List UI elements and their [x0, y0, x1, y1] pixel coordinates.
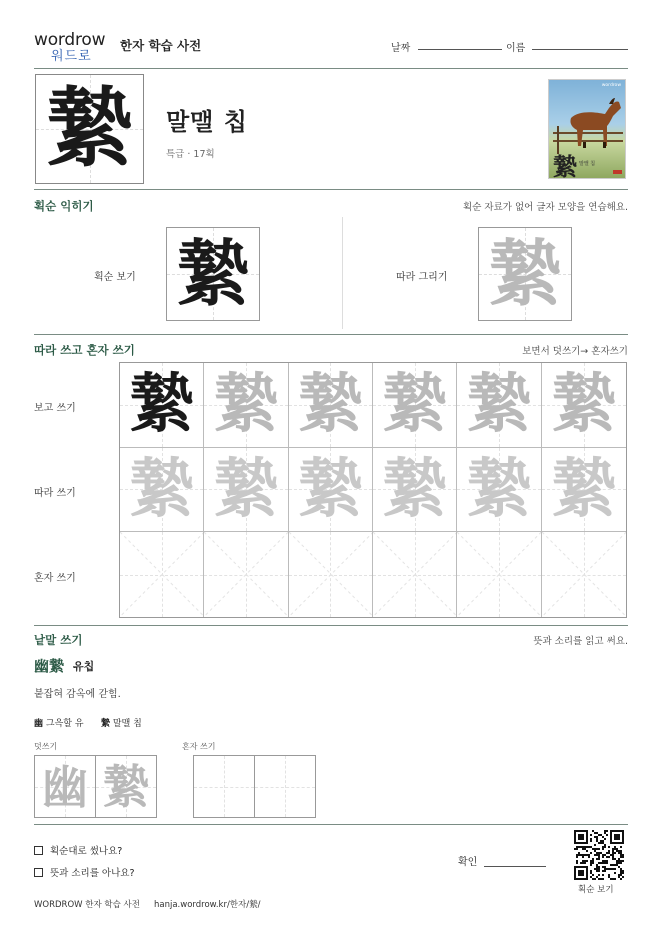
practice-cell-trace[interactable]: [542, 448, 626, 533]
practice-section-title: 따라 쓰고 혼자 쓰기: [34, 343, 135, 357]
logo-top-text: wordrow: [34, 30, 106, 50]
word-trace-char-2: 縶: [103, 760, 149, 814]
word-part-2: [101, 716, 142, 729]
main-character-box: [35, 74, 144, 184]
practice-character: 縶: [551, 367, 616, 442]
stroke-view-label: 획순 보기: [94, 272, 136, 283]
word-part-1: [34, 716, 84, 729]
practice-section-note: 보면서 덧쓰기→ 혼자쓰기: [522, 346, 628, 357]
practice-cell-free[interactable]: [120, 532, 204, 617]
practice-character: 縶: [382, 367, 447, 442]
practice-character: 縶: [551, 451, 616, 527]
word-meaning: 붙잡혀 감옥에 갇힘.: [34, 689, 121, 700]
word-part-2-gloss: 말맬 칩: [112, 719, 142, 729]
checkbox-meaning-sound[interactable]: [34, 868, 43, 877]
practice-cell-trace[interactable]: [457, 448, 541, 533]
practice-section-divider: [34, 625, 628, 626]
practice-cell-trace[interactable]: [373, 448, 457, 533]
stroke-trace-box[interactable]: [478, 227, 572, 321]
word-trace-label: 덧쓰기: [34, 742, 58, 751]
card-character: 縶: [553, 152, 577, 179]
check-meaning-sound[interactable]: [34, 865, 135, 879]
word-part-1-char: 幽: [34, 719, 44, 729]
check-stroke-order-label: 획순대로 썼나요?: [50, 846, 123, 857]
qr-code-icon[interactable]: [574, 830, 624, 880]
practice-cell-free[interactable]: [542, 532, 626, 617]
hero-divider: [34, 189, 628, 190]
word-trace-cell-1[interactable]: [34, 755, 96, 818]
check-meaning-sound-label: 뜻과 소리를 아나요?: [50, 868, 135, 879]
main-character: 縶: [46, 78, 133, 179]
stroke-divider: [342, 217, 343, 329]
practice-character: 縶: [382, 451, 447, 527]
practice-character: 縶: [129, 367, 194, 442]
card-word: 말맬 칩: [579, 161, 596, 167]
grade-strokes: 특급 · 17획: [166, 149, 215, 160]
wordrow-logo[interactable]: [34, 30, 114, 64]
app-title: 한자 학습 사전: [120, 38, 202, 53]
practice-character: 縶: [466, 451, 531, 527]
practice-cell-trace[interactable]: [204, 448, 288, 533]
word-trace-cell-2[interactable]: [95, 755, 157, 818]
practice-character: 縶: [466, 367, 531, 442]
practice-character: 縶: [298, 451, 363, 527]
practice-cell-look[interactable]: [289, 363, 373, 448]
practice-cell-look[interactable]: [542, 363, 626, 448]
row-label-trace: 따라 쓰기: [34, 488, 76, 499]
row-label-free: 혼자 쓰기: [34, 573, 76, 584]
stroke-trace-character: 縶: [488, 231, 561, 316]
checkbox-stroke-order[interactable]: [34, 846, 43, 855]
word-free-label: 혼자 쓰기: [182, 742, 216, 751]
word-section-divider: [34, 824, 628, 825]
header-divider: [34, 68, 628, 69]
row-label-look: 보고 쓰기: [34, 403, 76, 414]
practice-character: 縶: [213, 367, 278, 442]
logo-bottom-text: 워드로: [51, 49, 92, 64]
footer-url[interactable]: hanja.wordrow.kr/한자/縶/: [154, 900, 261, 910]
stroke-section-note: 획순 자료가 없어 글자 모양을 연습해요.: [463, 202, 628, 213]
practice-cell-free[interactable]: [289, 532, 373, 617]
stroke-section-divider: [34, 334, 628, 335]
name-field[interactable]: [532, 49, 628, 50]
practice-character: 縶: [129, 451, 194, 527]
practice-cell-trace[interactable]: [289, 448, 373, 533]
word-reading: 유칩: [73, 660, 95, 673]
confirm-signature-field[interactable]: [484, 866, 546, 867]
name-label: 이름: [506, 43, 526, 54]
word-section-title: 낱말 쓰기: [34, 633, 83, 647]
word-part-1-gloss: 그윽할 유: [45, 719, 84, 729]
date-label: 날짜: [391, 43, 411, 54]
confirm-label: 확인: [458, 857, 478, 868]
practice-character: 縶: [213, 451, 278, 527]
qr-label: 획순 보기: [578, 885, 614, 895]
practice-cell-look[interactable]: [204, 363, 288, 448]
practice-cell-trace[interactable]: [120, 448, 204, 533]
meaning-reading: 말맬 칩: [166, 108, 248, 136]
word-trace-char-1: 幽: [42, 760, 88, 814]
word-part-2-char: 縶: [101, 719, 111, 729]
practice-cell-free[interactable]: [457, 532, 541, 617]
stroke-trace-label: 따라 그리기: [396, 272, 448, 283]
word-hanja: 幽縶: [34, 657, 65, 675]
practice-character: 縶: [298, 367, 363, 442]
stroke-section-title: 획순 익히기: [34, 199, 94, 213]
practice-cell-look[interactable]: [457, 363, 541, 448]
practice-grid: [119, 362, 627, 618]
practice-cell-look: [120, 363, 204, 448]
card-badge: [613, 170, 622, 174]
word-section-note: 뜻과 소리를 읽고 써요.: [533, 636, 628, 647]
practice-cell-look[interactable]: [373, 363, 457, 448]
practice-cell-free[interactable]: [373, 532, 457, 617]
stroke-view-character: 縶: [176, 231, 249, 316]
word-free-cell-1[interactable]: [193, 755, 255, 818]
stroke-view-box: [166, 227, 260, 321]
practice-cell-free[interactable]: [204, 532, 288, 617]
horse-card[interactable]: wordrow 縶 말맬 칩: [548, 79, 626, 179]
header: [34, 28, 628, 68]
word-free-cell-2[interactable]: [254, 755, 316, 818]
check-stroke-order[interactable]: [34, 843, 122, 857]
footer-brand: WORDROW 한자 학습 사전: [34, 900, 140, 910]
date-field[interactable]: [418, 49, 502, 50]
